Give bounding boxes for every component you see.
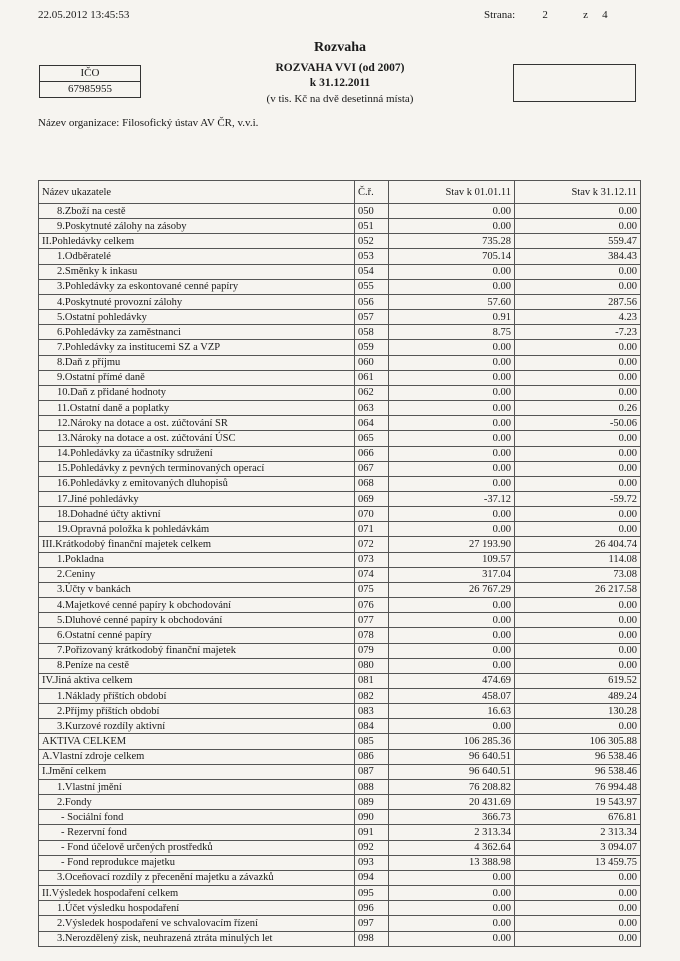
table-row — [39, 294, 641, 309]
table-row — [39, 689, 641, 704]
row-end-value: 0.00 — [515, 658, 641, 673]
row-end-value: 26 404.74 — [515, 537, 641, 552]
row-start-value: 0.00 — [389, 643, 515, 658]
row-code: 077 — [355, 613, 389, 628]
table-header-row — [39, 181, 641, 204]
row-end-value: -59.72 — [515, 491, 641, 506]
row-name: 2.Příjmy příštích období — [39, 704, 355, 719]
row-start-value: 0.00 — [389, 204, 515, 219]
row-end-value: -50.06 — [515, 416, 641, 431]
ico-box — [39, 65, 141, 98]
row-code: 069 — [355, 491, 389, 506]
row-start-value: 4 362.64 — [389, 840, 515, 855]
row-code: 097 — [355, 916, 389, 931]
row-end-value: 384.43 — [515, 249, 641, 264]
row-end-value: 0.00 — [515, 219, 641, 234]
row-code: 056 — [355, 294, 389, 309]
row-start-value: 0.00 — [389, 719, 515, 734]
row-name: 6.Pohledávky za zaměstnanci — [39, 325, 355, 340]
row-name: 6.Ostatní cenné papíry — [39, 628, 355, 643]
row-end-value: 0.00 — [515, 643, 641, 658]
row-code: 084 — [355, 719, 389, 734]
row-name: 1.Odběratelé — [39, 249, 355, 264]
row-name: AKTIVA CELKEM — [39, 734, 355, 749]
row-end-value: 0.00 — [515, 598, 641, 613]
row-code: 058 — [355, 325, 389, 340]
row-end-value: 0.00 — [515, 901, 641, 916]
row-start-value: 0.00 — [389, 598, 515, 613]
row-end-value: 0.00 — [515, 279, 641, 294]
row-start-value: 96 640.51 — [389, 749, 515, 764]
row-start-value: 20 431.69 — [389, 795, 515, 810]
row-start-value: 705.14 — [389, 249, 515, 264]
table-row — [39, 779, 641, 794]
row-code: 050 — [355, 204, 389, 219]
table-row — [39, 628, 641, 643]
row-start-value: 0.00 — [389, 219, 515, 234]
row-start-value: 0.00 — [389, 446, 515, 461]
ico-label: IČO — [80, 67, 100, 79]
row-code: 063 — [355, 401, 389, 416]
table-row — [39, 522, 641, 537]
row-end-value: 0.00 — [515, 931, 641, 946]
table-row — [39, 567, 641, 582]
row-end-value: 0.00 — [515, 613, 641, 628]
row-code: 062 — [355, 385, 389, 400]
ico-value: 67985955 — [40, 81, 140, 97]
row-start-value: 0.00 — [389, 613, 515, 628]
table-row — [39, 658, 641, 673]
row-end-value: 130.28 — [515, 704, 641, 719]
row-name: 2.Výsledek hospodaření ve schvalovacím řízení — [39, 916, 355, 931]
report-subtitle: ROZVAHA VVI (od 2007) — [275, 62, 405, 74]
row-name: A.Vlastní zdroje celkem — [39, 749, 355, 764]
row-start-value: 0.00 — [389, 886, 515, 901]
row-end-value: 0.00 — [515, 340, 641, 355]
row-end-value: 76 994.48 — [515, 779, 641, 794]
row-code: 055 — [355, 279, 389, 294]
row-code: 057 — [355, 310, 389, 325]
row-name: 3.Kurzové rozdíly aktivní — [39, 719, 355, 734]
row-name: 8.Peníze na cestě — [39, 658, 355, 673]
table-row — [39, 901, 641, 916]
row-name: I.Jmění celkem — [39, 764, 355, 779]
row-start-value: 0.00 — [389, 431, 515, 446]
row-end-value: 96 538.46 — [515, 749, 641, 764]
row-end-value: 13 459.75 — [515, 855, 641, 870]
table-row — [39, 491, 641, 506]
table-row — [39, 385, 641, 400]
row-end-value: 0.00 — [515, 446, 641, 461]
row-code: 094 — [355, 870, 389, 885]
row-code: 079 — [355, 643, 389, 658]
row-end-value: 287.56 — [515, 294, 641, 309]
row-code: 083 — [355, 704, 389, 719]
table-row — [39, 886, 641, 901]
table-row — [39, 855, 641, 870]
row-name: 5.Ostatní pohledávky — [39, 310, 355, 325]
row-start-value: 0.00 — [389, 870, 515, 885]
page-indicator — [484, 9, 608, 21]
table-row — [39, 825, 641, 840]
row-start-value: -37.12 — [389, 491, 515, 506]
row-end-value: 0.26 — [515, 401, 641, 416]
table-row — [39, 507, 641, 522]
table-row — [39, 219, 641, 234]
table-row — [39, 582, 641, 597]
row-end-value: 114.08 — [515, 552, 641, 567]
table-row — [39, 279, 641, 294]
row-name: 3.Nerozdělený zisk, neuhrazená ztráta minulých let — [39, 931, 355, 946]
row-end-value: 3 094.07 — [515, 840, 641, 855]
row-code: 086 — [355, 749, 389, 764]
page-of-label: z — [583, 9, 589, 21]
row-start-value: 0.00 — [389, 658, 515, 673]
row-code: 080 — [355, 658, 389, 673]
table-row — [39, 870, 641, 885]
row-code: 061 — [355, 370, 389, 385]
row-name: IV.Jiná aktiva celkem — [39, 673, 355, 688]
row-start-value: 0.00 — [389, 416, 515, 431]
row-end-value: 73.08 — [515, 567, 641, 582]
table-row — [39, 643, 641, 658]
row-end-value: 0.00 — [515, 476, 641, 491]
table-row — [39, 613, 641, 628]
row-name: II.Pohledávky celkem — [39, 234, 355, 249]
row-start-value: 0.00 — [389, 264, 515, 279]
row-name: 1.Vlastní jmění — [39, 779, 355, 794]
row-name: - Rezervní fond — [39, 825, 355, 840]
table-row — [39, 598, 641, 613]
row-code: 091 — [355, 825, 389, 840]
row-name: 8.Daň z příjmu — [39, 355, 355, 370]
row-name: 12.Nároky na dotace a ost. zúčtování SR — [39, 416, 355, 431]
row-end-value: 0.00 — [515, 916, 641, 931]
row-name: 18.Dohadné účty aktivní — [39, 507, 355, 522]
row-code: 073 — [355, 552, 389, 567]
row-name: II.Výsledek hospodaření celkem — [39, 886, 355, 901]
row-code: 071 — [355, 522, 389, 537]
row-end-value: 0.00 — [515, 385, 641, 400]
row-name: 2.Ceniny — [39, 567, 355, 582]
row-name: 2.Směnky k inkasu — [39, 264, 355, 279]
row-code: 093 — [355, 855, 389, 870]
row-start-value: 0.00 — [389, 355, 515, 370]
row-start-value: 0.00 — [389, 916, 515, 931]
row-name: 7.Pohledávky za institucemi SZ a VZP — [39, 340, 355, 355]
table-row — [39, 916, 641, 931]
table-row — [39, 749, 641, 764]
table-row — [39, 764, 641, 779]
row-end-value: 0.00 — [515, 431, 641, 446]
table-row — [39, 810, 641, 825]
table-row — [39, 355, 641, 370]
header-code: Č.ř. — [355, 181, 389, 204]
row-start-value: 96 640.51 — [389, 764, 515, 779]
page-label: Strana: — [484, 9, 516, 21]
row-name: 3.Oceňovací rozdíly z přecenění majetku a závazků — [39, 870, 355, 885]
row-end-value: 19 543.97 — [515, 795, 641, 810]
table-row — [39, 264, 641, 279]
row-end-value: 0.00 — [515, 264, 641, 279]
row-end-value: 106 305.88 — [515, 734, 641, 749]
row-start-value: 0.00 — [389, 370, 515, 385]
row-end-value: 559.47 — [515, 234, 641, 249]
row-code: 095 — [355, 886, 389, 901]
row-start-value: 0.91 — [389, 310, 515, 325]
header-name: Název ukazatele — [39, 181, 355, 204]
row-code: 087 — [355, 764, 389, 779]
stamp-box — [513, 64, 636, 102]
row-start-value: 735.28 — [389, 234, 515, 249]
row-end-value: 0.00 — [515, 522, 641, 537]
document-title: Rozvaha — [313, 40, 367, 55]
row-end-value: 619.52 — [515, 673, 641, 688]
row-start-value: 0.00 — [389, 461, 515, 476]
row-code: 051 — [355, 219, 389, 234]
row-start-value: 317.04 — [389, 567, 515, 582]
row-end-value: 0.00 — [515, 886, 641, 901]
row-start-value: 0.00 — [389, 401, 515, 416]
row-start-value: 2 313.34 — [389, 825, 515, 840]
row-name: 4.Majetkové cenné papíry k obchodování — [39, 598, 355, 613]
row-code: 053 — [355, 249, 389, 264]
row-name: 4.Poskytnuté provozní zálohy — [39, 294, 355, 309]
table-row — [39, 537, 641, 552]
row-end-value: 0.00 — [515, 461, 641, 476]
row-name: 14.Pohledávky za účastníky sdružení — [39, 446, 355, 461]
row-start-value: 474.69 — [389, 673, 515, 688]
row-code: 081 — [355, 673, 389, 688]
row-start-value: 0.00 — [389, 931, 515, 946]
row-end-value: 676.81 — [515, 810, 641, 825]
units-note: (v tis. Kč na dvě desetinná místa) — [266, 93, 414, 105]
row-start-value: 0.00 — [389, 385, 515, 400]
row-start-value: 76 208.82 — [389, 779, 515, 794]
row-start-value: 0.00 — [389, 628, 515, 643]
row-end-value: 0.00 — [515, 870, 641, 885]
row-start-value: 0.00 — [389, 340, 515, 355]
row-end-value: -7.23 — [515, 325, 641, 340]
page-total: 4 — [602, 9, 608, 21]
row-name: 8.Zboží na cestě — [39, 204, 355, 219]
row-end-value: 96 538.46 — [515, 764, 641, 779]
row-start-value: 0.00 — [389, 901, 515, 916]
table-row — [39, 310, 641, 325]
row-start-value: 0.00 — [389, 279, 515, 294]
row-name: 16.Pohledávky z emitovaných dluhopisů — [39, 476, 355, 491]
row-code: 070 — [355, 507, 389, 522]
row-name: 9.Ostatní přímé daně — [39, 370, 355, 385]
print-datetime: 22.05.2012 13:45:53 — [38, 9, 130, 21]
row-start-value: 13 388.98 — [389, 855, 515, 870]
row-name: 17.Jiné pohledávky — [39, 491, 355, 506]
row-start-value: 57.60 — [389, 294, 515, 309]
row-start-value: 8.75 — [389, 325, 515, 340]
row-start-value: 366.73 — [389, 810, 515, 825]
table-row — [39, 673, 641, 688]
report-date: k 31.12.2011 — [309, 77, 371, 89]
row-name: III.Krátkodobý finanční majetek celkem — [39, 537, 355, 552]
table-row — [39, 234, 641, 249]
row-end-value: 0.00 — [515, 370, 641, 385]
table-row — [39, 840, 641, 855]
row-code: 075 — [355, 582, 389, 597]
row-start-value: 0.00 — [389, 476, 515, 491]
row-code: 060 — [355, 355, 389, 370]
row-start-value: 16.63 — [389, 704, 515, 719]
row-start-value: 0.00 — [389, 507, 515, 522]
row-start-value: 458.07 — [389, 689, 515, 704]
row-name: 10.Daň z přidané hodnoty — [39, 385, 355, 400]
row-end-value: 489.24 — [515, 689, 641, 704]
row-code: 065 — [355, 431, 389, 446]
table-row — [39, 340, 641, 355]
row-start-value: 106 285.36 — [389, 734, 515, 749]
row-code: 067 — [355, 461, 389, 476]
row-name: 5.Dluhové cenné papíry k obchodování — [39, 613, 355, 628]
row-code: 064 — [355, 416, 389, 431]
row-code: 088 — [355, 779, 389, 794]
table-row — [39, 461, 641, 476]
row-code: 074 — [355, 567, 389, 582]
row-name: 3.Účty v bankách — [39, 582, 355, 597]
row-name: 19.Opravná položka k pohledávkám — [39, 522, 355, 537]
row-end-value: 0.00 — [515, 355, 641, 370]
row-code: 059 — [355, 340, 389, 355]
table-row — [39, 931, 641, 946]
row-name: 3.Pohledávky za eskontované cenné papíry — [39, 279, 355, 294]
row-end-value: 4.23 — [515, 310, 641, 325]
table-row — [39, 401, 641, 416]
table-row — [39, 204, 641, 219]
page-number: 2 — [542, 9, 548, 21]
row-code: 078 — [355, 628, 389, 643]
row-code: 066 — [355, 446, 389, 461]
row-code: 052 — [355, 234, 389, 249]
header-start: Stav k 01.01.11 — [389, 181, 515, 204]
row-name: 1.Pokladna — [39, 552, 355, 567]
row-end-value: 2 313.34 — [515, 825, 641, 840]
row-start-value: 0.00 — [389, 522, 515, 537]
row-start-value: 27 193.90 — [389, 537, 515, 552]
row-code: 092 — [355, 840, 389, 855]
row-name: 11.Ostatní daně a poplatky — [39, 401, 355, 416]
row-start-value: 26 767.29 — [389, 582, 515, 597]
row-name: 1.Účet výsledku hospodaření — [39, 901, 355, 916]
row-name: - Sociální fond — [39, 810, 355, 825]
row-start-value: 109.57 — [389, 552, 515, 567]
row-code: 085 — [355, 734, 389, 749]
row-code: 054 — [355, 264, 389, 279]
row-code: 098 — [355, 931, 389, 946]
table-row — [39, 734, 641, 749]
row-name: 2.Fondy — [39, 795, 355, 810]
row-code: 096 — [355, 901, 389, 916]
table-row — [39, 719, 641, 734]
row-end-value: 0.00 — [515, 628, 641, 643]
table-row — [39, 446, 641, 461]
table-body — [39, 204, 641, 947]
row-name: 9.Poskytnuté zálohy na zásoby — [39, 219, 355, 234]
table-row — [39, 370, 641, 385]
table-row — [39, 431, 641, 446]
table-row — [39, 795, 641, 810]
row-code: 090 — [355, 810, 389, 825]
table-row — [39, 476, 641, 491]
table-row — [39, 416, 641, 431]
row-name: 13.Nároky na dotace a ost. zúčtování ÚSC — [39, 431, 355, 446]
row-end-value: 0.00 — [515, 507, 641, 522]
row-code: 068 — [355, 476, 389, 491]
table-row — [39, 704, 641, 719]
balance-sheet-table — [38, 180, 641, 947]
row-name: 1.Náklady příštích období — [39, 689, 355, 704]
row-end-value: 26 217.58 — [515, 582, 641, 597]
row-code: 072 — [355, 537, 389, 552]
row-name: 15.Pohledávky z pevných terminovaných operací — [39, 461, 355, 476]
table-row — [39, 249, 641, 264]
row-end-value: 0.00 — [515, 719, 641, 734]
row-end-value: 0.00 — [515, 204, 641, 219]
table-row — [39, 325, 641, 340]
row-code: 076 — [355, 598, 389, 613]
header-end: Stav k 31.12.11 — [515, 181, 641, 204]
row-code: 089 — [355, 795, 389, 810]
row-name: - Fond účelově určených prostředků — [39, 840, 355, 855]
row-code: 082 — [355, 689, 389, 704]
row-name: 7.Pořizovaný krátkodobý finanční majetek — [39, 643, 355, 658]
table-row — [39, 552, 641, 567]
row-name: - Fond reprodukce majetku — [39, 855, 355, 870]
organization-name: Název organizace: Filosofický ústav AV ČR, v.v.i. — [38, 117, 259, 129]
